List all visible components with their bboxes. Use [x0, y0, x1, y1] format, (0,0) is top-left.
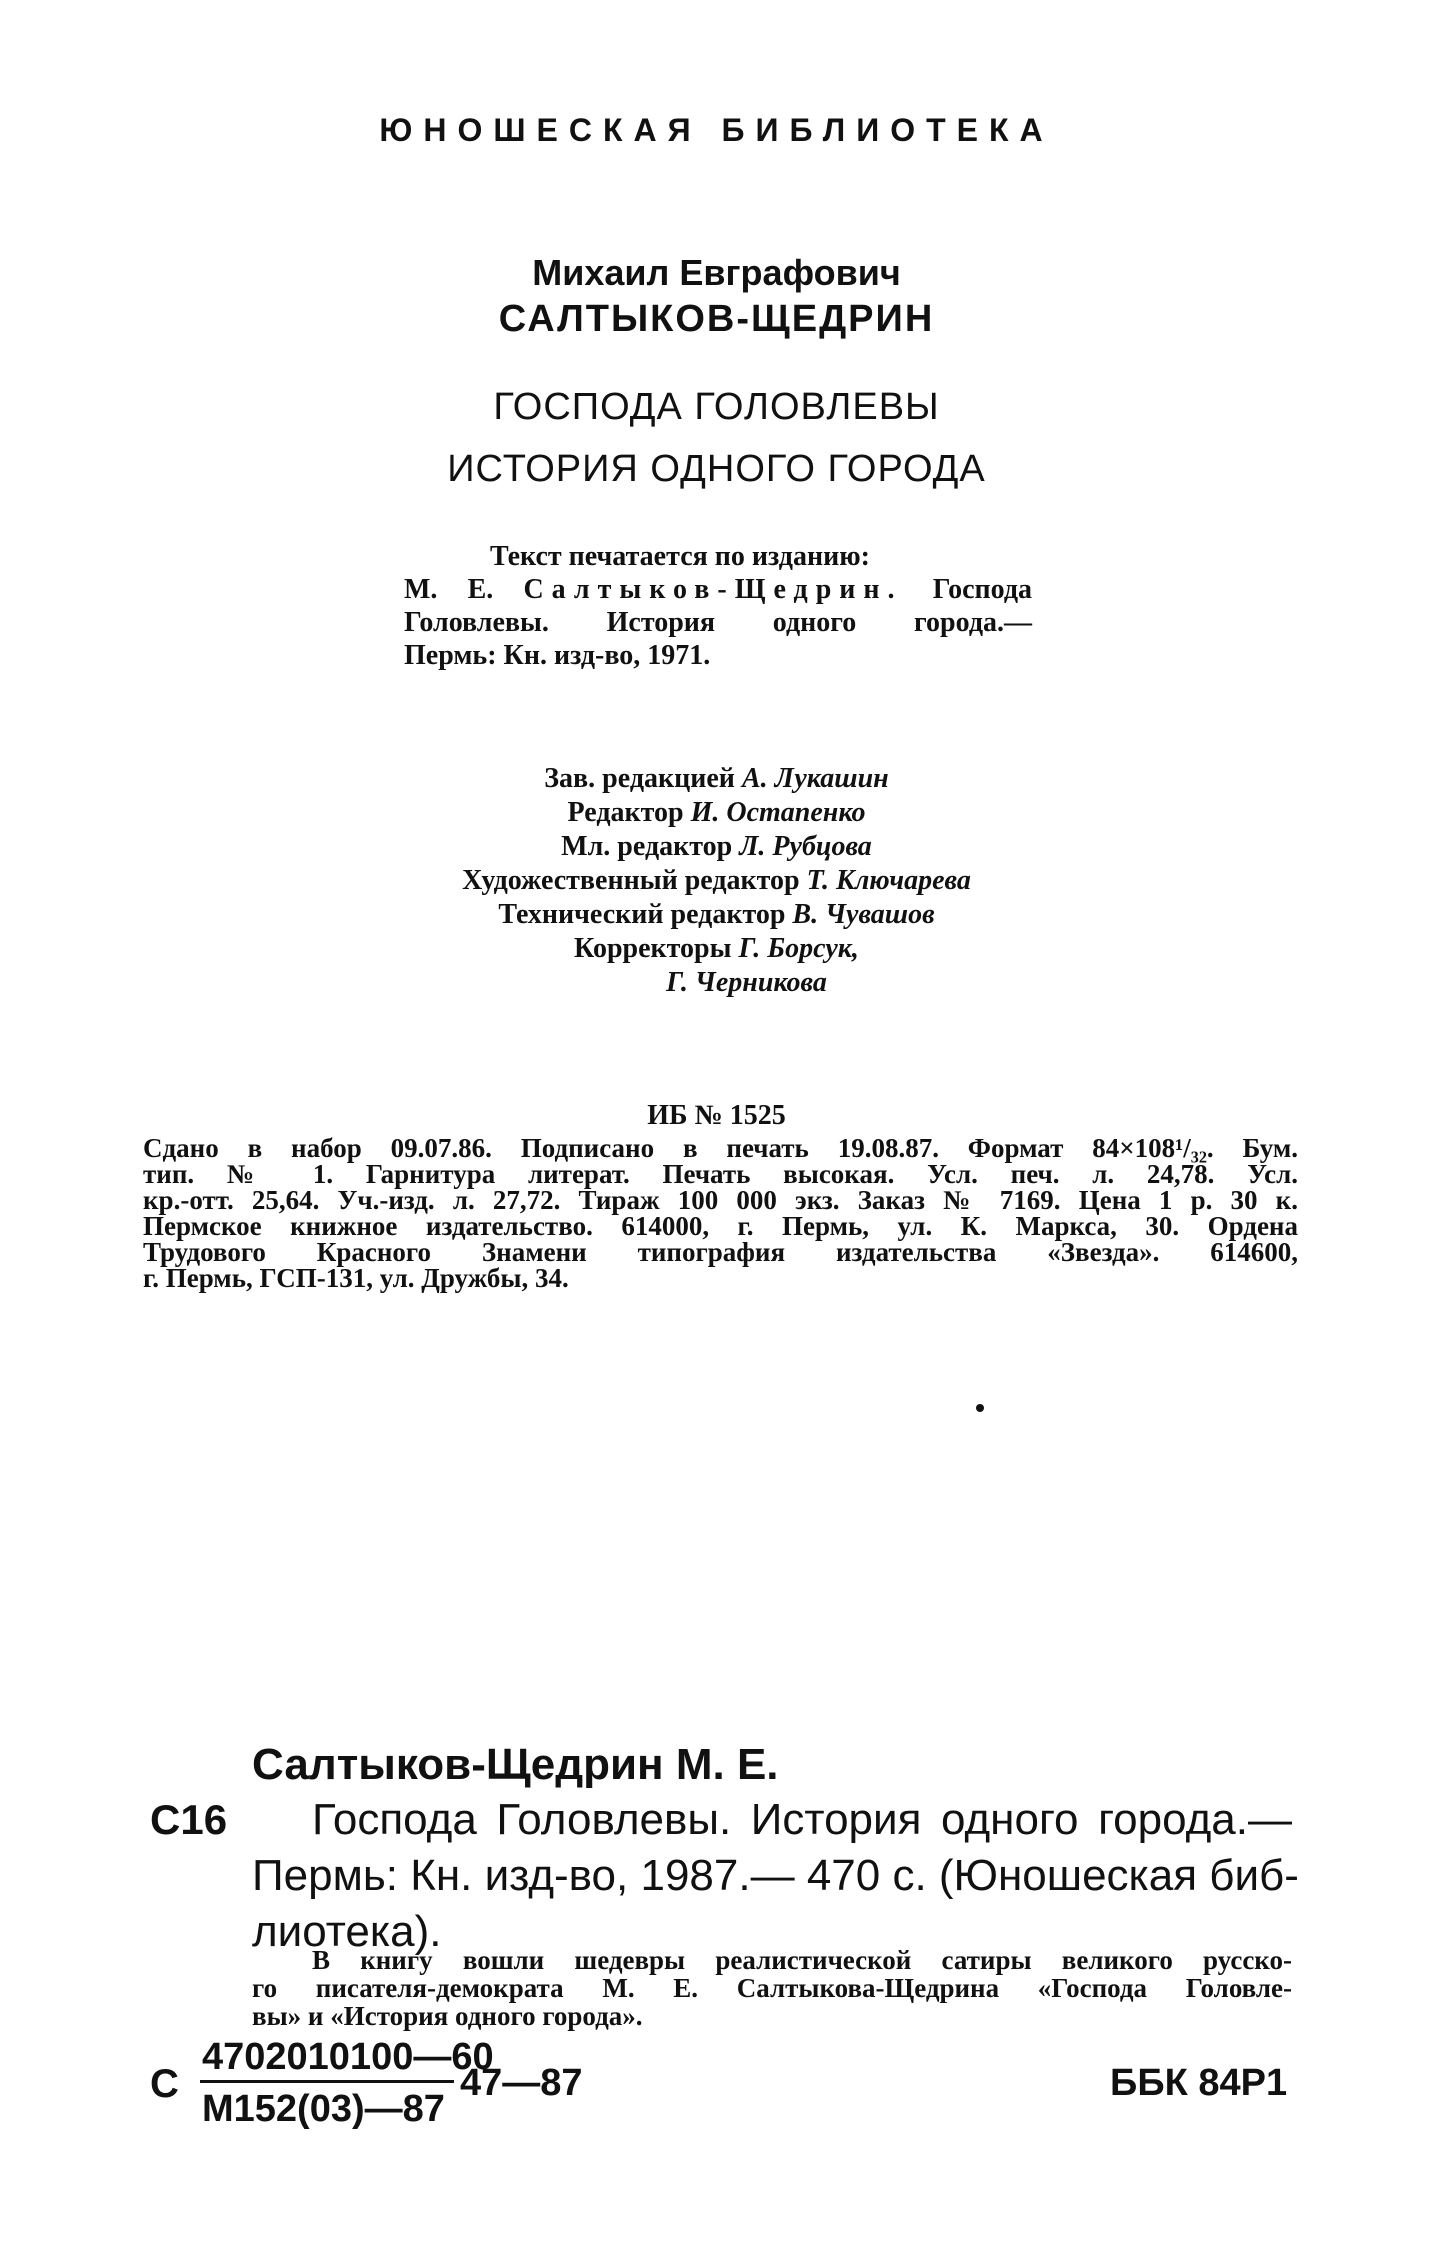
imprint-line: Сдано в набор 09.07.86. Подписано в печать 19.08.87. Формат 84×108¹/₃₂. Бум.: [143, 1133, 1298, 1163]
imprint-line: кр.-отт. 25,64. Уч.-изд. л. 27,72. Тираж 100 000 экз. Заказ № 7169. Цена 1 р. 30 к.: [143, 1185, 1298, 1215]
catalog-line: Господа Головлевы. История одного города.—: [312, 1795, 1292, 1844]
series-title: ЮНОШЕСКАЯ БИБЛИОТЕКА: [379, 112, 1054, 148]
staff-row: Редактор И. Остапенко: [567, 797, 866, 828]
index-suffix: 47—87: [460, 2062, 583, 2104]
source-author-initials: М. Е.: [404, 574, 494, 605]
imprint-block: [143, 1135, 1298, 1291]
source-line-4: Пермь: Кн. изд-во, 1971.: [404, 640, 711, 671]
ib-number: ИБ № 1525: [647, 1100, 786, 1131]
catalog-description: [252, 1792, 1299, 1960]
catalog-line: Пермь: Кн. изд-во, 1987.— 470 с. (Юношеская биб-: [252, 1851, 1299, 1900]
catalog-code: С16: [150, 1796, 228, 1843]
index-denominator: М152(03)—87: [202, 2088, 445, 2130]
source-line-2: [404, 573, 1032, 606]
annotation-line: вы» и «История одного города».: [252, 2001, 643, 2031]
annotation-line: В книгу вошли шедевры реалистической сатиры великого русско-: [312, 1945, 1292, 1975]
staff-row: Г. Черникова: [666, 967, 827, 998]
index-numerator: 4702010100—60: [202, 2036, 494, 2078]
author-first-names: Михаил Евграфович: [532, 252, 901, 293]
source-line-3: Головлевы. История одного города.—: [404, 607, 1032, 638]
source-author-spaced: Салтыков-Щедрин.: [523, 574, 903, 605]
work-title-1: ГОСПОДА ГОЛОВЛЕВЫ: [493, 386, 940, 428]
print-speck: [976, 1404, 984, 1412]
work-title-2: ИСТОРИЯ ОДНОГО ГОРОДА: [447, 448, 986, 490]
author-surname: САЛТЫКОВ-ЩЕДРИН: [498, 298, 935, 340]
catalog-line: лиотека).: [252, 1907, 442, 1956]
bbk-code: ББК 84Р1: [1110, 2062, 1288, 2104]
imprint-line: тип. № 1. Гарнитура литерат. Печать высокая. Усл. печ. л. 24,78. Усл.: [143, 1159, 1298, 1189]
staff-row: Художественный редактор Т. Ключарева: [462, 865, 971, 896]
staff-row: Мл. редактор Л. Рубцова: [561, 831, 872, 862]
source-note: [404, 540, 1032, 672]
source-line-1: Текст печатается по изданию:: [490, 541, 870, 572]
catalog-author: Салтыков-Щедрин М. Е.: [252, 1740, 779, 1789]
staff-row: Зав. редакцией А. Лукашин: [544, 763, 889, 794]
source-title-start: Господа: [932, 574, 1033, 605]
imprint-line: Трудового Красного Знамени типография издательства «Звезда». 614600,: [143, 1237, 1298, 1267]
imprint-line: Пермское книжное издательство. 614000, г. Пермь, ул. К. Маркса, 30. Ордена: [143, 1211, 1298, 1241]
imprint-line: г. Пермь, ГСП-131, ул. Дружбы, 34.: [143, 1263, 569, 1293]
annotation-line: го писателя-демократа М. Е. Салтыкова-Щедрина «Господа Головле-: [252, 1973, 1292, 2003]
staff-row: Технический редактор В. Чувашов: [498, 899, 935, 930]
index-letter: С: [150, 2062, 179, 2106]
fraction-bar: [200, 2080, 454, 2083]
editorial-staff: [0, 762, 1433, 1000]
catalog-annotation: [252, 1946, 1292, 2030]
staff-row: Корректоры Г. Борсук,: [574, 933, 859, 964]
